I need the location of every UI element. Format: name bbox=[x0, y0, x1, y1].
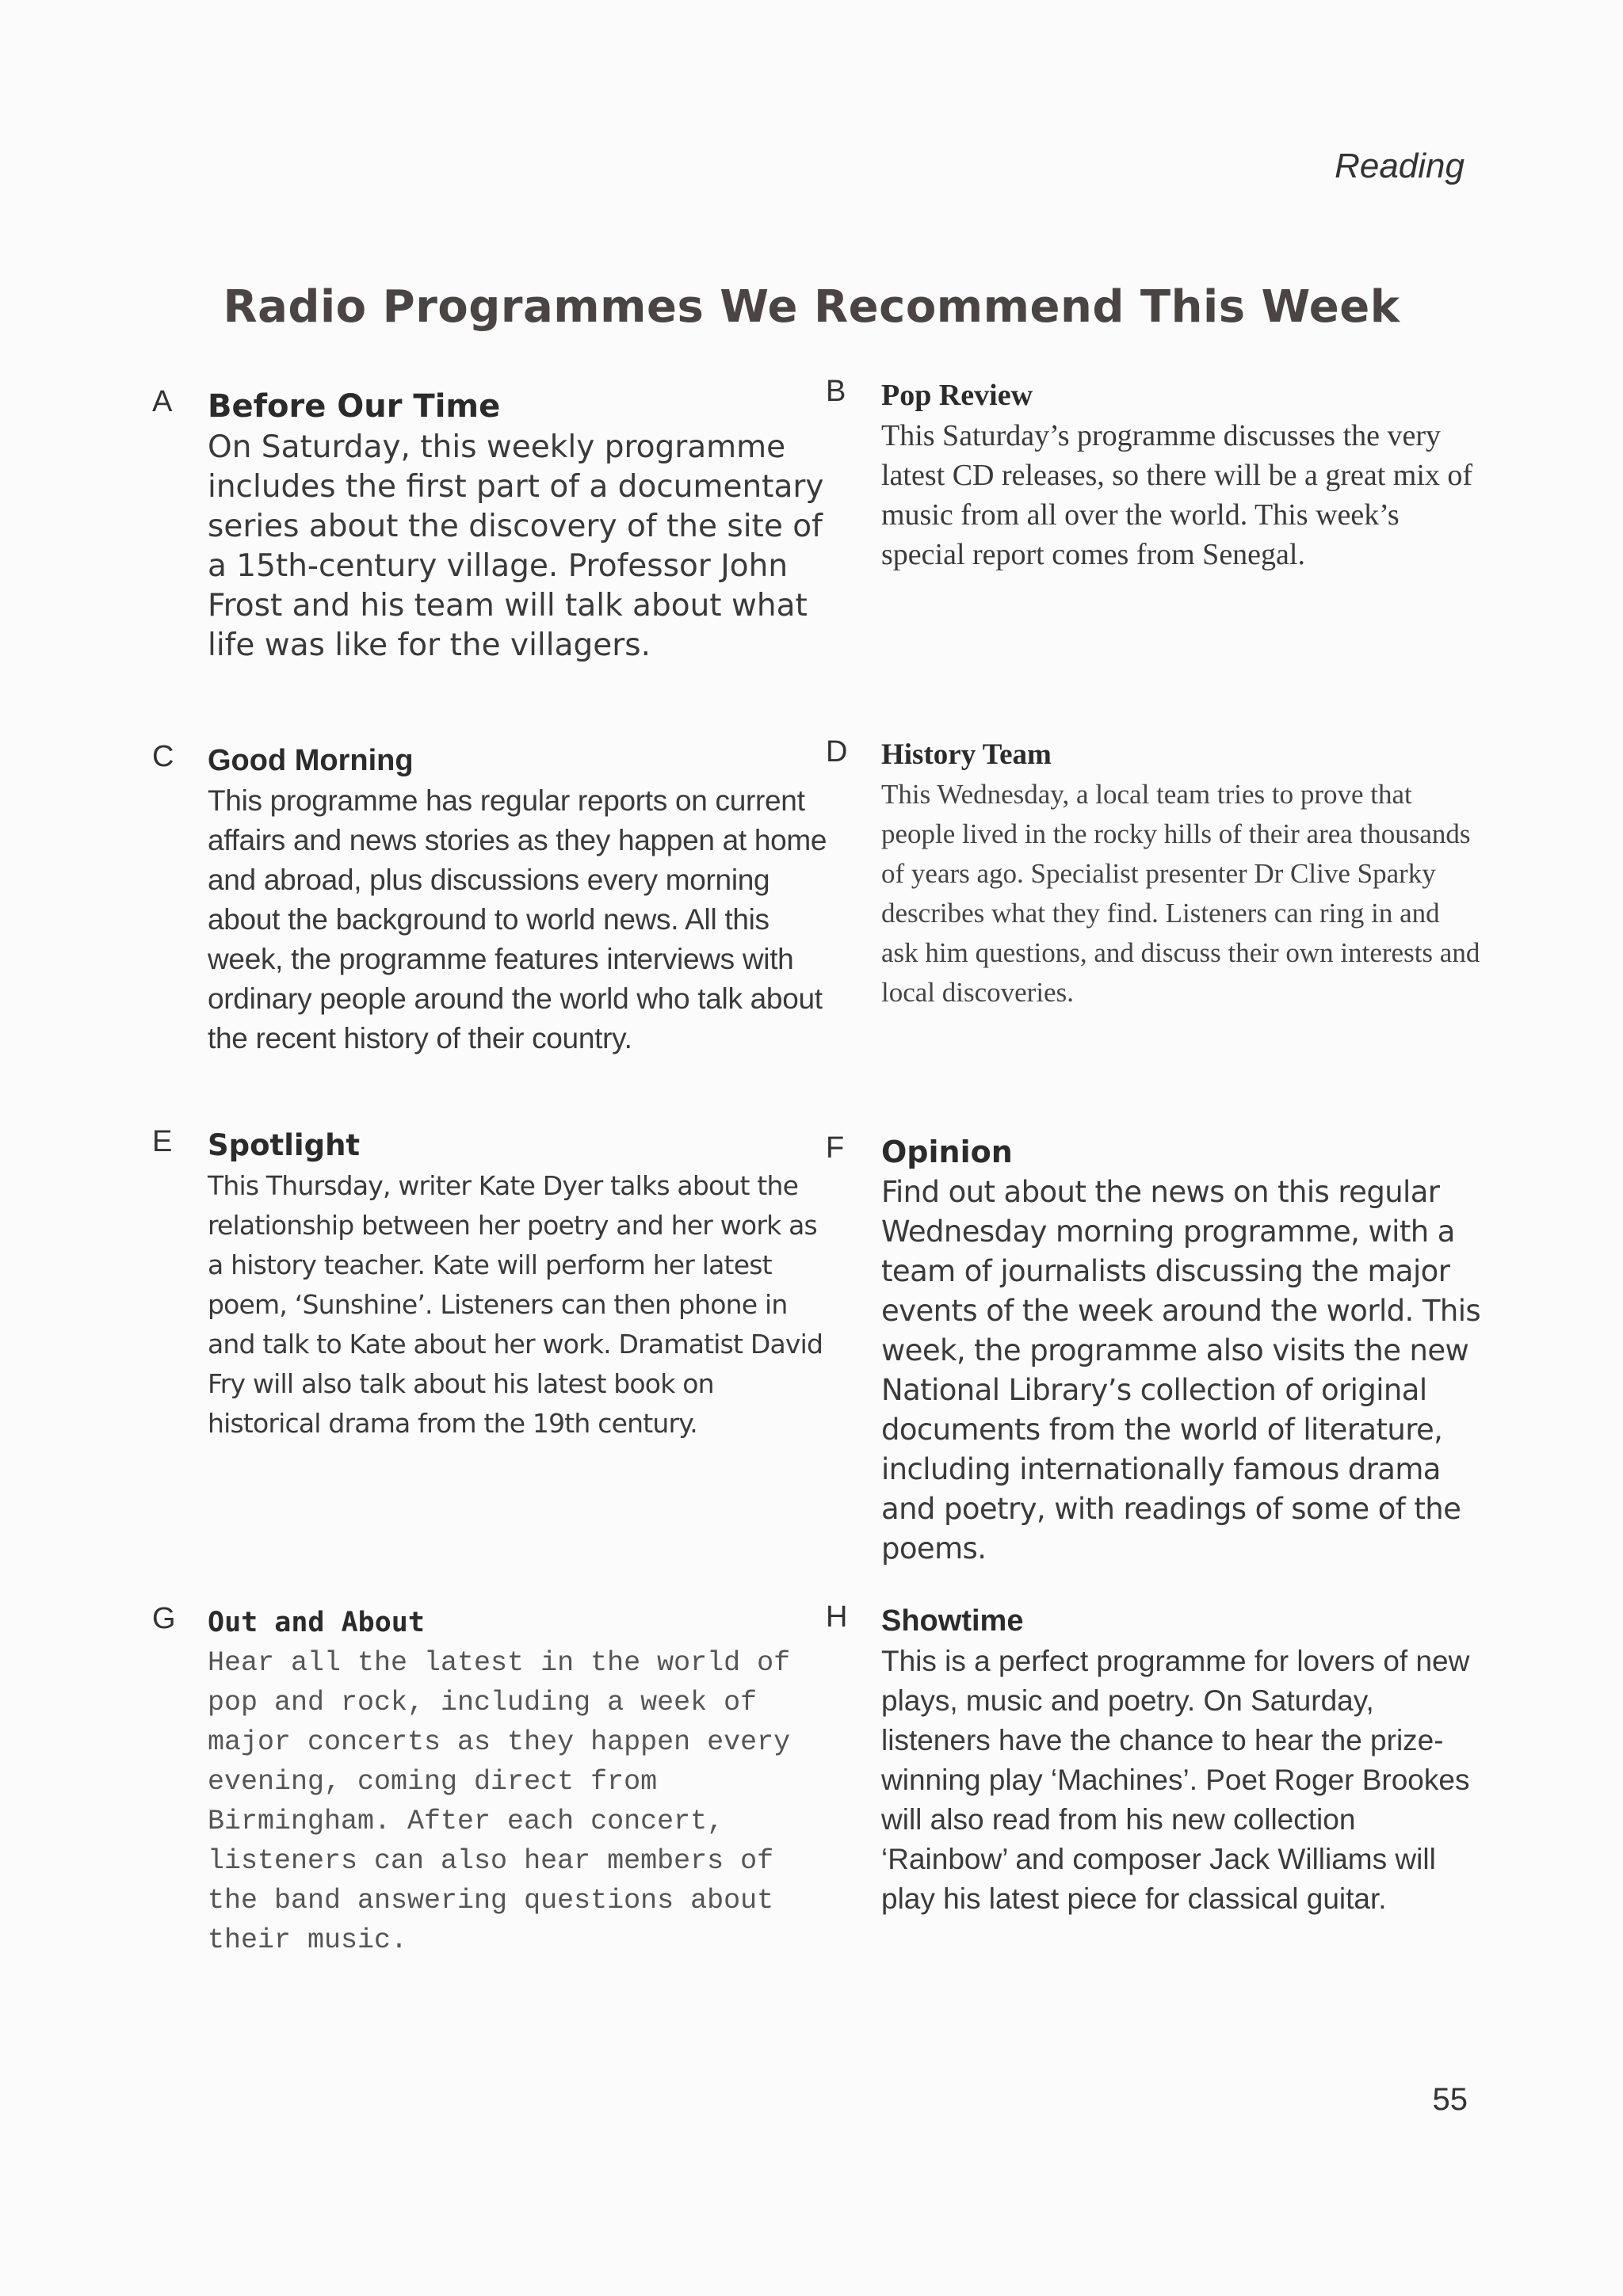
programme-description: This Saturday’s programme discusses the very latest CD releases, so there will be a great mix of music from all over the world. This week’s special report comes from Senegal. bbox=[881, 419, 1473, 571]
programme-d bbox=[826, 735, 1484, 1013]
programme-h bbox=[826, 1600, 1484, 1919]
item-letter: D bbox=[826, 735, 848, 769]
programme-name: Showtime bbox=[881, 1604, 1024, 1638]
item-letter: A bbox=[152, 385, 173, 418]
item-letter: G bbox=[152, 1602, 176, 1635]
programme-description: This Thursday, writer Kate Dyer talks about the relationship between her poetry and her work as a history teacher. Kate will perform her latest poem, ‘Sunshine’. Listeners can then phone in and talk to Kate about her work. Dramatist David Fry will also talk about his latest book on historical drama from the 19th century. bbox=[208, 1170, 823, 1439]
item-letter: H bbox=[826, 1600, 848, 1634]
page-number: 55 bbox=[1432, 2082, 1468, 2117]
item-letter: F bbox=[826, 1131, 845, 1165]
programme-description: This Wednesday, a local team tries to prove that people lived in the rocky hills of their area thousands of years ago. Specialist presenter Dr Clive Sparky describes what they find. Listeners can ring in and ask him questions, and discuss their own interests and local discoveries. bbox=[881, 779, 1480, 1008]
item-letter: E bbox=[152, 1125, 173, 1158]
programme-e bbox=[152, 1125, 834, 1444]
programme-description: Hear all the latest in the world of pop and rock, including a week of major concerts as they happen every evening, coming direct from Birmingham. After each concert, listeners can also hear members of the band answering questions about their music. bbox=[208, 1647, 791, 1956]
programme-name: Spotlight bbox=[208, 1128, 361, 1162]
programme-a bbox=[152, 385, 834, 666]
programme-name: Pop Review bbox=[881, 379, 1033, 412]
programme-description: Find out about the news on this regular Wednesday morning programme, with a team of journalists discussing the major events of the week around the world. This week, the programme also visits the new National Library’s collection of original documents from the world of literature, including internationally famous drama and poetry, with readings of some of the poems. bbox=[881, 1175, 1481, 1566]
programme-c bbox=[152, 740, 834, 1058]
programme-name: History Team bbox=[881, 738, 1052, 771]
item-letter: C bbox=[152, 740, 174, 773]
programme-g bbox=[152, 1602, 834, 1960]
programme-description: This is a perfect programme for lovers of new plays, music and poetry. On Saturday, listeners have the chance to hear the prize-winning play ‘Machines’. Poet Roger Brookes will also read from his new collection ‘Rainbow’ and composer Jack Williams will play his latest piece for classical guitar. bbox=[881, 1645, 1470, 1915]
programme-name: Good Morning bbox=[208, 744, 414, 777]
item-letter: B bbox=[826, 375, 846, 408]
page-title: Radio Programmes We Recommend This Week bbox=[223, 281, 1400, 333]
programme-name: Out and About bbox=[208, 1607, 425, 1638]
programme-f bbox=[826, 1131, 1484, 1569]
programme-name: Before Our Time bbox=[208, 388, 501, 425]
programme-b bbox=[826, 375, 1484, 574]
programme-description: On Saturday, this weekly programme includes the first part of a documentary series about the discovery of the site of a 15th-century village. Professor John Frost and his team will talk about what life was like for the villagers. bbox=[208, 429, 824, 663]
programme-name: Opinion bbox=[881, 1135, 1013, 1169]
section-header: Reading bbox=[1335, 147, 1465, 185]
programme-description: This programme has regular reports on current affairs and news stories as they happen at home and abroad, plus discussions every morning about the background to world news. All this week, the programme features interviews with ordinary people around the world who talk about the recent history of their country. bbox=[208, 784, 827, 1055]
